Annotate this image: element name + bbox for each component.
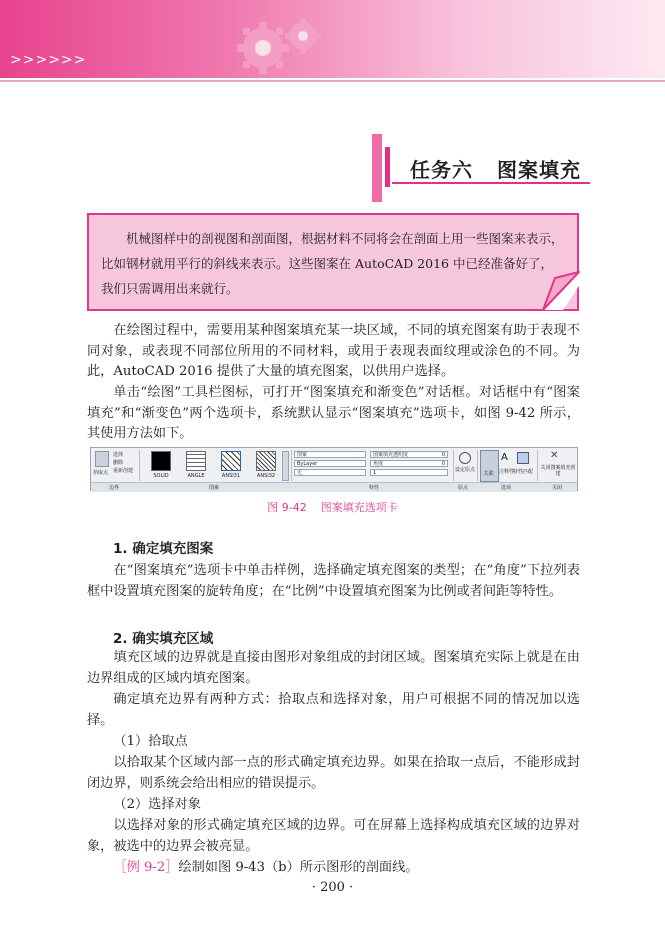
intro-box [87,213,579,311]
title-underline [392,182,590,184]
pattern-ansi32-label: ANSI32 [256,473,276,479]
example-text: 绘制如图 9-43（b）所示图形的剖面线。 [178,860,419,875]
figure-number: 图 9-42 [267,501,307,514]
hatch-color-combo[interactable]: ByLayer [294,460,366,467]
hatch-ribbon-figure [90,447,578,491]
pattern-ansi32[interactable] [256,451,276,471]
boundary-select[interactable]: 选择 [113,452,124,458]
paragraph-7: 以选择对象的形式确定填充区域的边界。可在屏幕上选择构成填充区域的边界对象，被选中的边界会被亮显。 [87,818,580,854]
close-hatch-label: 关闭图案填充创建 [540,465,576,477]
subheading-2: （2）选择对象 [113,797,201,812]
group-options: 选项 [501,485,512,491]
intro-text: 机械图样中的剖视图和剖面图，根据材料不同将会在剖面上用一些图案来表示，比如钢材就用平行的斜线来表示。这些图案在 AutoCAD 2016 中已经准备好了，我们只需调用出来就行。 [101,231,564,296]
heading-1: 1. 确定填充图案 [113,541,214,557]
heading-2: 2. 确实填充区域 [113,631,214,647]
pattern-angle[interactable] [186,451,206,471]
figure-caption-text: 图案填充选项卡 [320,501,398,514]
group-boundary: 边界 [109,485,120,491]
group-close: 关闭 [552,485,563,491]
paragraph-5: 确定填充边界有两种方式：拾取点和选择对象，用户可根据不同的情况加以选择。 [87,692,580,728]
match-properties-icon[interactable] [517,452,529,464]
angle-field[interactable] [370,460,448,467]
hatch-type-combo[interactable]: 图案 [294,451,366,458]
pattern-solid[interactable] [151,451,171,471]
close-icon[interactable]: ✕ [550,450,559,461]
title-accent-bar-inner [385,147,390,187]
header-rule [0,80,665,82]
task-name: 图案填充 [497,158,581,182]
hatch-bg-combo[interactable]: 无 [294,469,366,476]
angle-value: 0 [441,461,445,467]
match-properties-label: 特性匹配 [513,469,534,475]
paragraph-4: 填充区域的边界就是直接由图形对象组成的封闭区域。图案填充实际上就是在由边界组成的区域内填充图案。 [87,650,580,686]
pattern-angle-label: ANGLE [187,473,205,479]
origin-label: 设定原点 [455,467,476,473]
pattern-ansi31-label: ANSI31 [221,473,241,479]
pattern-solid-label: SOLID [153,473,169,479]
annotative-label: 注释性 [499,469,515,475]
task-number: 任务六 [410,158,473,182]
boundary-recreate[interactable]: 重新创建 [113,468,134,474]
ribbon-separator [537,450,538,481]
figure-caption [0,499,665,515]
paragraph-2: 单击“绘图”工具栏图标，可打开“图案填充和渐变色”对话框。对话框中有“图案填充”和“渐变色”两个选项卡，系统默认显示“图案填充”选项卡，如图 9-42 所示，其使用方法如下。 [87,385,580,441]
transparency-label: 图案填充透明度 [373,452,409,458]
ribbon-separator [291,450,292,481]
ribbon-footer [91,482,577,492]
pick-point-icon[interactable] [95,451,109,467]
pattern-ansi31[interactable] [221,451,241,471]
ribbon-separator [139,450,140,481]
group-pattern: 图案 [209,485,220,491]
header-chevrons: >>>>>> [10,52,87,68]
paragraph-6: 以拾取某个区域内部一点的形式确定填充边界。如果在拾取一点后，不能形成封闭边界，则系统会给出相应的错误提示。 [87,755,580,791]
title-accent-bar [372,134,382,202]
page-fold-icon [541,270,581,312]
boundary-remove[interactable]: 删除 [113,460,124,466]
gears-icon [225,10,335,80]
paragraph-3: 在“图案填充”选项卡中单击样例，选择确定填充图案的类型；在“角度”下拉列表框中设置填充图案的旋转角度；在“比例”中设置填充图案为比例或者间距等特性。 [87,563,580,599]
paragraph-1: 在绘图过程中，需要用某种图案填充某一块区域，不同的填充图案有助于表现不同对象，或表现不同部位所用的不同材料，或用于表现表面纹理或涂色的不同。为此，AutoCAD 2016 提供了大量的填充图案，以供用户选择。 [87,323,580,379]
ribbon-separator [477,450,478,481]
page-number: · 200 · [311,880,354,895]
origin-icon[interactable] [459,452,471,464]
pattern-scroll[interactable] [282,451,289,481]
associative-label: 关联 [483,471,494,477]
subheading-1: （1）拾取点 [113,734,188,749]
associative-button[interactable] [480,450,499,482]
ribbon-separator [453,450,454,481]
transparency-field[interactable] [370,451,448,458]
pick-point-label: 拾取点 [93,470,109,476]
task-title [410,154,581,183]
group-origin: 原点 [458,485,469,491]
angle-label: 角度 [373,461,384,467]
group-properties: 特性 [369,485,380,491]
transparency-value: 0 [441,452,445,458]
example-line [87,858,580,879]
example-tag: ［例 9-2］ [113,860,179,875]
annotative-icon[interactable]: A [501,452,508,463]
scale-field[interactable]: 1 [370,469,448,476]
